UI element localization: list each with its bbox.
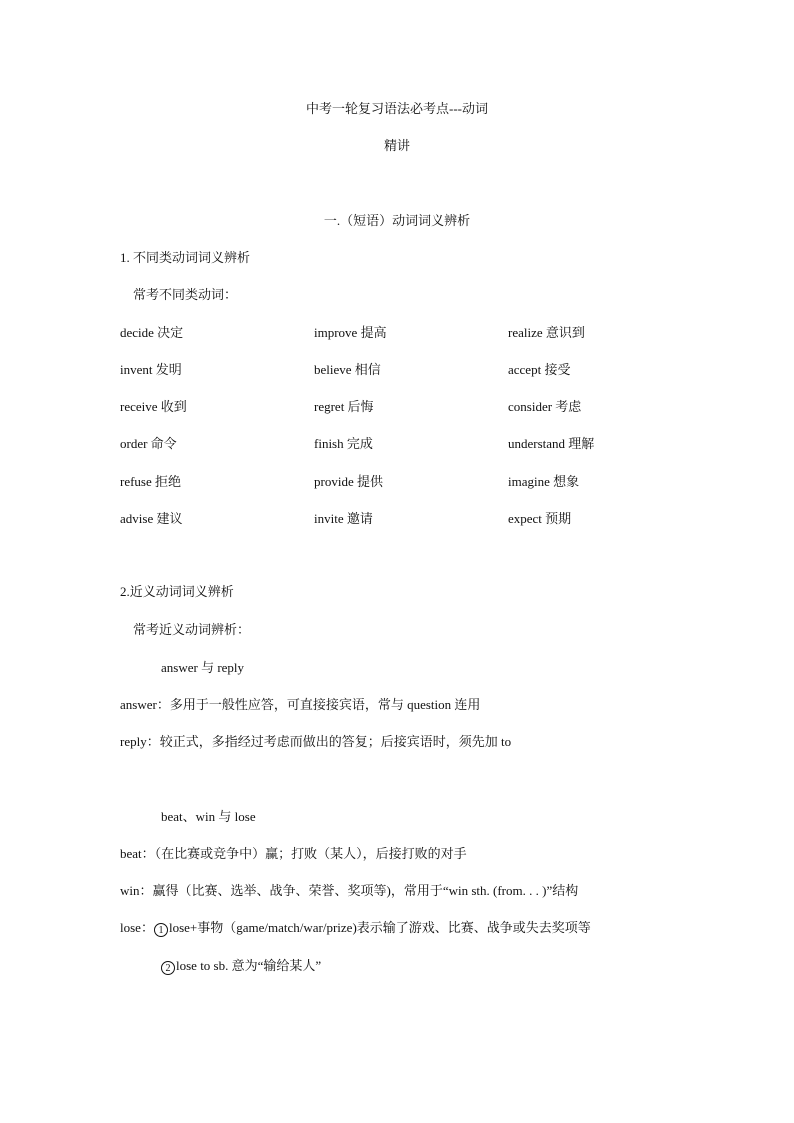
subsection-intro-2: 常考近义动词辨析：: [133, 622, 251, 637]
vocab-item: believe 相信: [314, 362, 381, 377]
lose-usage-2: lose to sb. 意为“输给某人”: [176, 958, 322, 973]
vocab-item: invite 邀请: [314, 511, 373, 526]
vocab-item: finish 完成: [314, 436, 373, 451]
vocab-item: improve 提高: [314, 325, 387, 340]
circled-number-1: 1: [154, 923, 168, 937]
vocab-item: accept 接受: [508, 362, 571, 377]
vocab-item: refuse 拒绝: [120, 474, 182, 489]
vocab-item: consider 考虑: [508, 399, 582, 414]
vocab-item: understand 理解: [508, 436, 595, 451]
definition-lose-2: [161, 958, 321, 975]
lose-usage-1: lose+事物（game/match/war/prize)表示输了游戏、比赛、战争或失去奖项等: [168, 920, 591, 935]
vocab-item: realize 意识到: [508, 325, 585, 340]
subsection-intro-1: 常考不同类动词：: [133, 287, 238, 302]
vocab-item: regret 后悔: [314, 399, 374, 414]
subsection-heading-2: 2.近义动词词义辨析: [120, 584, 234, 599]
document-subtitle: 精讲: [383, 138, 410, 153]
section-heading: 一.（短语）动词词义辨析: [323, 213, 471, 228]
comparison-title-answer-reply: answer 与 reply: [161, 660, 245, 675]
definition-win: win：赢得（比赛、选举、战争、荣誉、奖项等)，常用于“win sth. (from. . . )”结构: [120, 883, 579, 898]
circled-number-2: 2: [161, 961, 175, 975]
comparison-title-beat-win-lose: beat、win 与 lose: [161, 809, 256, 824]
document-title: 中考一轮复习语法必考点---动词: [306, 101, 488, 116]
vocab-item: advise 建议: [120, 511, 183, 526]
definition-answer: answer：多用于一般性应答，可直接接宾语，常与 question 连用: [120, 697, 481, 712]
definition-lose-1: [120, 920, 591, 937]
vocab-item: provide 提供: [314, 474, 383, 489]
lose-label: lose：: [120, 920, 154, 935]
vocab-item: invent 发明: [120, 362, 182, 377]
vocab-item: order 命令: [120, 436, 177, 451]
vocab-item: decide 决定: [120, 325, 184, 340]
vocab-item: imagine 想象: [508, 474, 580, 489]
definition-reply: reply：较正式，多指经过考虑而做出的答复；后接宾语时，须先加 to: [120, 734, 512, 749]
vocab-item: receive 收到: [120, 399, 187, 414]
vocab-item: expect 预期: [508, 511, 572, 526]
definition-beat: beat：（在比赛或竞争中）赢；打败（某人），后接打败的对手: [120, 846, 467, 861]
subsection-heading-1: 1. 不同类动词词义辨析: [120, 250, 251, 265]
